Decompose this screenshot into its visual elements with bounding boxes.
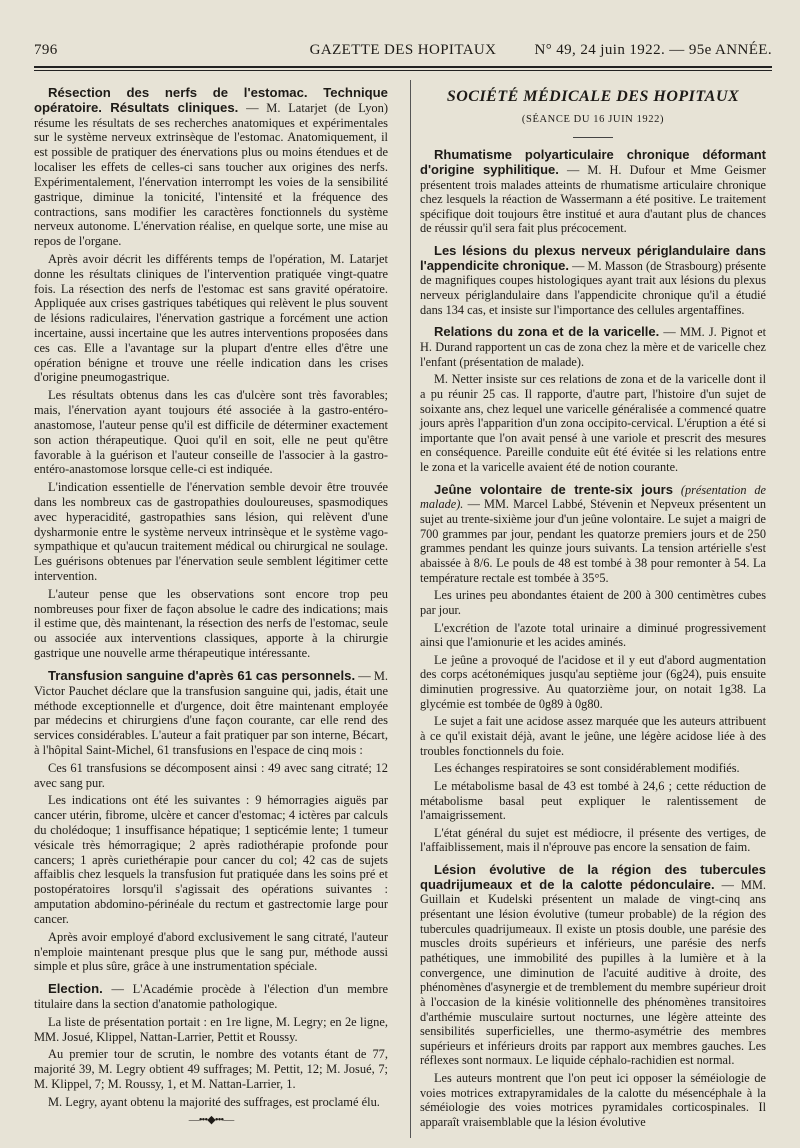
- article-text: — M. Latarjet (de Lyon) résume les résultats de ses recherches anatomiques et expérimentales sur le système nerveux extrinsèque de l'estomac. Anatomiquement, il est possible de pratiquer des énervations plus ou moins étendues et de localiser les effets de celles-ci sans toucher aux origines des nerfs. Expérimentalement, l'énervation interrompt les voies de la sensibilité gastrique, diminue la tonicité, l'intensité et la fréquence des contractions, sans modifier les caractères fonctionnels du système nerveux autonome. L'énervation réalise, en quelque sorte, une mise au repos de l'organe.: [34, 100, 388, 249]
- article-heading: Jeûne volontaire de trente-six jours: [434, 481, 673, 497]
- paragraph: L'état général du sujet est médiocre, il présente des vertiges, de l'affaiblissement, mais il n'éprouve pas encore la sensation de faim.: [420, 825, 766, 855]
- issue-info: N° 49, 24 juin 1922. — 95e ANNÉE.: [534, 42, 772, 58]
- paragraph: M. Netter insiste sur ces relations de zona et de la varicelle dont il a pu réunir 25 cas. Il rapporte, d'autre part, l'histoire d'un sujet de soixante ans, chez lequel une varicelle généralisée a commencé quatre jours après l'apparition d'un zona occipito-cervical. L'éruption a été si importante que l'on avait pensé à une variole et prescrit des mesures en conséquence. Pareille conduite eût été évitée si les relations entre le zona et la varicelle avaient été de notion courante.: [420, 372, 766, 475]
- header-rule-thin: [34, 70, 772, 71]
- paragraph: Au premier tour de scrutin, le nombre des votants étant de 77, majorité 39, M. Legry obtient 49 suffrages; M. Pettit, 12; M. Josué, 7; M. Klippel, 7; M. Roussy, 1, et M. Nattan-Larrier, 1.: [34, 1047, 388, 1091]
- right-column: [420, 86, 766, 1133]
- paragraph: Les urines peu abondantes étaient de 200 à 300 centimètres cubes par jour.: [420, 588, 766, 617]
- article-text: — MM. J. Pignot et H. Durand rapportent un cas de zona chez la mère et de varicelle chez l'enfant (présentation de malade).: [420, 325, 767, 369]
- article-heading: Lésion évolutive de la région des tubercules quadrijumeaux et de la calotte pédonculaire.: [420, 862, 766, 892]
- paragraph: Ces 61 transfusions se décomposent ainsi : 49 avec sang citraté; 12 avec sang pur.: [34, 760, 388, 790]
- article-text: — MM. Marcel Labbé, Stévenin et Nepveux présentent un sujet au trente-sixième jour d'un jeûne volontaire. Le sujet a maigri de 700 grammes par jour, pendant les quatorze premiers jours et de 250 grammes pendant les quinze jours suivants. La tension artérielle s'est abaissée à 8/6. Le pouls de 48 est tombé à 38 pour remonter à 54. La température rectale est tombée à 35°5.: [420, 497, 767, 585]
- session-date: (SÉANCE DU 16 JUIN 1922): [521, 113, 665, 125]
- article-heading: Election.: [48, 981, 103, 997]
- paragraph: L'indication essentielle de l'énervation semble devoir être trouvée dans les nombreux cas de gastropathies douloureuses, spasmodiques avec hyperacidité, gastropathies sans lésion, qui relèvent d'une dysharmonie entre le système nerveux intrinsèque et le système vago-sympathique et qu'aucun traitement médical ou chirurgical ne soulage. Les guérisons obtenues par l'énervation seule semblent légitimer cette intervention.: [34, 480, 388, 583]
- article-jeune: [420, 483, 766, 585]
- article-resection: [34, 86, 388, 249]
- paragraph: Les auteurs montrent que l'on peut ici opposer la séméiologie de voies motrices extrapyramidales de la calotte du mésencéphale à la séméiologie des voies motrices pyramidales corticospinales. Il apparaît vraisemblable que la lésion évolutive: [420, 1071, 766, 1129]
- paragraph: Le sujet a fait une acidose assez marquée que les auteurs attribuent à ce qu'il existait déjà, avant le jeûne, une légère acidose liée à des troubles fonctionnels du foie.: [420, 714, 766, 758]
- journal-title: GAZETTE DES HOPITAUX: [309, 42, 497, 58]
- article-heading: Transfusion sanguine d'après 61 cas personnels.: [48, 667, 356, 683]
- article-heading: Les lésions du plexus nerveux périglandulaire dans l'appendicite chronique.: [420, 243, 766, 273]
- paragraph: L'auteur pense que les observations sont encore trop peu nombreuses pour fixer de façon absolue le cadre des indications; mais il estime que, dès maintenant, la résection des nerfs de l'estomac, seule ou associée aux interventions classiques, apporte à la chirurgie gastrique une nouvelle arme thérapeutique intéressante.: [34, 586, 388, 661]
- article-text: — M. Masson (de Strasbourg) présente de magnifiques coupes histologiques ayant trait aux lésions du plexus nerveux périglandulaire dans l'appendicite chronique qu'il a étudié dans 134 cas, et insiste sur l'importance des cellules argentaffines.: [420, 258, 767, 317]
- article-heading: Rhumatisme polyarticulaire chronique déformant d'origine syphilitique.: [420, 147, 766, 177]
- paragraph: M. Legry, ayant obtenu la majorité des suffrages, est proclamé élu.: [48, 1094, 380, 1109]
- paragraph: La liste de présentation portait : en 1re ligne, M. Legry; en 2e ligne, MM. Josué, Klippel, Nattan-Larrier, Pettit et Roussy.: [34, 1014, 388, 1044]
- section-rule: [573, 137, 613, 138]
- article-text: — M. H. Dufour et Mme Geismer présentent trois malades atteints de rhumatisme articulaire chronique chez lesquels la réaction de Wassermann a été positive. Le traitement spécifique doit toujours être institué et aura d'autant plus de chances de réussir qu'il sera fait plus précocement.: [420, 162, 766, 236]
- article-zona: [420, 325, 766, 369]
- article-subtitle: (présentation de malade).: [420, 482, 766, 512]
- left-column: [34, 86, 388, 1127]
- paragraph: Les résultats obtenus dans les cas d'ulcère sont très favorables; mais, l'énervation ayant toujours été associée à la gastro-entéro-anastomose, l'auteur pense qu'il est difficile de déterminer exactement son action thérapeutique. Quoi qu'il en soit, elle ne peut qu'être favorable à la guérison et l'auteur conseille de l'associer à la gastro-entéro-anastomose lorsque celle-ci est indiquée.: [34, 388, 388, 477]
- article-lesion: [420, 863, 766, 1068]
- paragraph: Les indications ont été les suivantes : 9 hémorragies aiguës par cancer utérin, fibrome, ulcère et cancer d'estomac; 4 ictères par calculs du cholédoque; 1 insuffisance hépatique; 1 septicémie lente; 1 tumeur vésicale très hémorragique; 2 après radiothérapie profonde pour cancers; 1 après curiethérapie pour cancer du col; 42 cas de sujets affaiblis chez lesquels la transfusion fut pratiquée dans les soins pré et postopératoires lorsqu'il s'agissait des opérations suivantes : amputation abdomino-périnéale du rectum et gastrectomie large pour cancer.: [34, 793, 388, 926]
- paragraph: Après avoir employé d'abord exclusivement le sang citraté, l'auteur n'emploie maintenant presque plus que le sang pur, méthode aussi simple et plus sûre, grâce à une instrumentation spéciale.: [34, 929, 388, 974]
- article-text: — L'Académie procède à l'élection d'un membre titulaire dans la section d'anatomie pathologique.: [34, 982, 389, 1011]
- article-rhumatisme: [420, 148, 766, 236]
- column-separator: [410, 80, 411, 1138]
- end-ornament: —•••◆•••—: [188, 1113, 234, 1126]
- page-number: 796: [34, 42, 58, 58]
- paragraph: Le jeûne a provoqué de l'acidose et il y eut d'abord augmentation des corps acétonémiques jusqu'au septième jour (6g24), puis ensuite diminutien progressive. Au quatorzième jour, on notait 1g38. La glycémie est tombée de 0g89 à 0g80.: [420, 652, 766, 711]
- paragraph: Les échanges respiratoires se sont considérablement modifiés.: [434, 761, 740, 776]
- article-heading: Résection des nerfs de l'estomac. Technique opératoire. Résultats cliniques.: [34, 85, 388, 115]
- paragraph: Après avoir décrit les différents temps de l'opération, M. Latarjet donne les résultats cliniques de l'intervention pratiquée vingt-quatre fois. La résection des nerfs de l'estomac est sans gravité opératoire. Appliquée aux crises gastriques tabétiques qui relèvent le plus souvent de lésions radiculaires, l'énervation gastrique a forcément une action incertaine, aussi incertaine que les autres interventions proposées dans ces cas. Elle a l'avantage sur la plupart d'entre elles d'être une opération bénigne et trouve une réelle indication dans les crises d'origine pneumogastrique.: [34, 251, 388, 385]
- page-header: [34, 42, 772, 66]
- header-rule-thick: [34, 66, 772, 68]
- society-title: SOCIÉTÉ MÉDICALE DES HOPITAUX: [446, 88, 740, 105]
- article-text: — M. Victor Pauchet déclare que la transfusion sanguine qui, jadis, était une méthode exceptionnelle et d'urgence, doit être maintenant employée par médecins et chirurgiens d'une façon courante, car elle rend des services considérables. L'auteur a fait pratiquer par son interne, Bécart, à l'hôpital Saint-Michel, 61 transfusions en l'espace de cinq mois :: [34, 668, 388, 757]
- article-plexus: [420, 244, 766, 317]
- paragraph: L'excrétion de l'azote total urinaire a diminué progressivement ainsi que l'amionurie et les acides aminés.: [420, 620, 766, 650]
- paragraph: Le métabolisme basal de 43 est tombé à 24,6 ; cette réduction de métabolisme basal peut expliquer le ralentissement de l'amaigrissement.: [420, 778, 766, 823]
- article-election: [34, 982, 388, 1012]
- article-transfusion: [34, 669, 388, 758]
- article-text: — MM. Guillain et Kudelski présentent un malade de vingt-cinq ans présentant une lésion évolutive (tumeur probable) de la région des tubercules quadrijumeaux. Il existe un ptosis double, une parésie des muscles droits supérieurs et inférieurs, une parésie des nerfs pathétiques, une immobilité des pupilles à la lumière et à la convergence, une diminution de l'acuité auditive à droite, des phénomènes d'asynergie et de tremblement du membre supérieur droit à l'occasion de la kinésie volitionnelle des phénomènes transitoires d'arthémie musculaire surtout nocturnes, une légère atteinte des sensibilités superficielles, une thermo-asymétrie des membres supérieurs et inférieurs droits par rapport aux membres gauches. Les réflexes sont normaux. Le liquide céphalo-rachidien est normal.: [420, 877, 766, 1068]
- article-heading: Relations du zona et de la varicelle.: [434, 324, 660, 340]
